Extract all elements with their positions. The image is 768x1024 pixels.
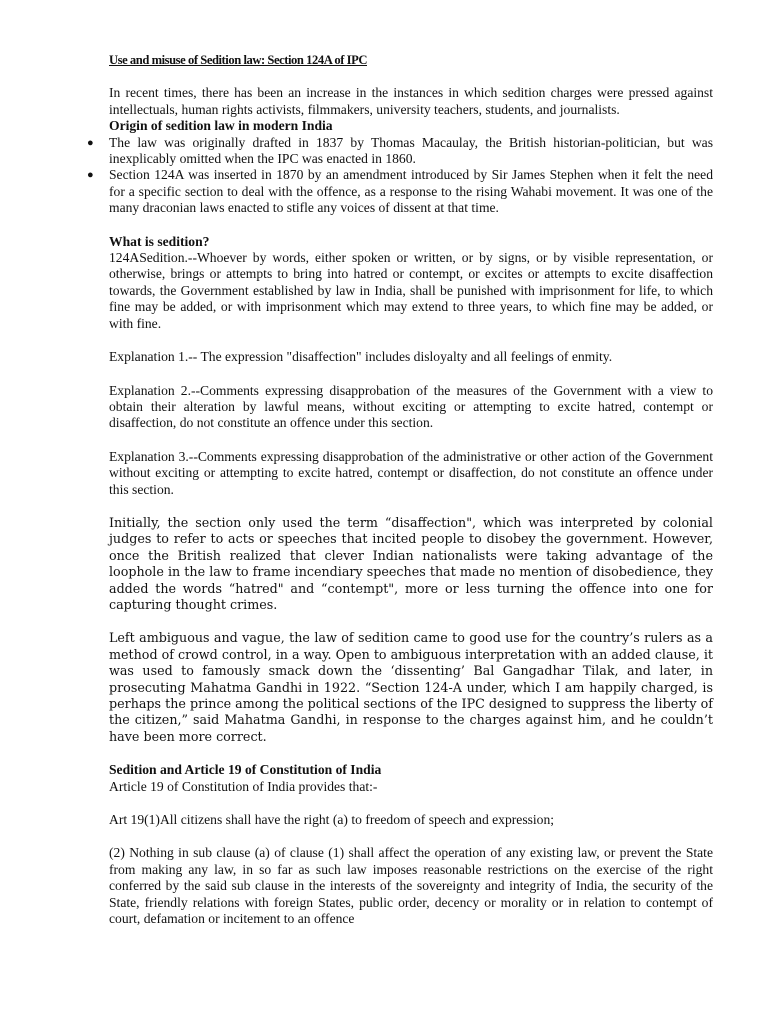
intro-paragraph: In recent times, there has been an increase in the instances in which sedition charges were pressed against intellectuals, human rights activists, filmmakers, university teachers, students, and journalists. bbox=[109, 85, 713, 117]
origin-heading: Origin of sedition law in modern India bbox=[109, 118, 333, 134]
origin-bullet-list bbox=[87, 134, 713, 217]
initially-paragraph: Initially, the section only used the term “disaffection", which was interpreted by colonial judges to refer to acts or speeches that incited people to disobey the government. However, once the British realized that clever Indian nationalists were taking advantage of the loophole in the law to frame incendiary speeches that made no mention of disobedience, they added the words “hatred" and “contempt", more or less turning the offence into one for capturing thought crimes. bbox=[109, 514, 713, 612]
bullet-text: The law was originally drafted in 1837 by Thomas Macaulay, the British historian-politician, but was inexplicably omitted when the IPC was enacted in 1860. bbox=[109, 134, 713, 167]
list-item bbox=[87, 134, 713, 168]
explanation-2: Explanation 2.--Comments expressing disapprobation of the measures of the Government with a view to obtain their alteration by lawful means, without exciting or attempting to excite hatred, contempt or disaffection, do not constitute an offence under this section. bbox=[109, 382, 713, 431]
left-ambiguous-paragraph: Left ambiguous and vague, the law of sedition came to good use for the country’s rulers as a method of crowd control, in a way. Open to ambiguous interpretation with an added clause, it was used to famously smack down the ‘dissenting’ Bal Gangadhar Tilak, and later, in prosecuting Mahatma Gandhi in 1922. “Section 124-A under, which I am happily charged, is perhaps the prince among the political sections of the IPC designed to suppress the liberty of the citizen,” said Mahatma Gandhi, in response to the charges against him, and he couldn’t have been more correct. bbox=[109, 630, 713, 744]
bullet-text: Section 124A was inserted in 1870 by an amendment introduced by Sir James Stephen when it felt the need for a specific section to deal with the offence, as a response to the rising Wahabi movement. It was one of the many draconian laws enacted to stifle any voices of dissent at that time. bbox=[109, 167, 713, 216]
document-page bbox=[87, 52, 713, 927]
definition-paragraph: 124ASedition.--Whoever by words, either spoken or written, or by signs, or by visible representation, or otherwise, brings or attempts to bring into hatred or contempt, or excites or attempts to excite disaffection towards, the Government established by law in India, shall be punished with imprisonment for life, to which fine may be added, or with imprisonment which may extend to three years, to which fine may be added, or with fine. bbox=[109, 250, 713, 331]
article-19-heading: Sedition and Article 19 of Constitution of India bbox=[109, 762, 382, 778]
document-title: Use and misuse of Sedition law: Section 124A of IPC bbox=[109, 53, 367, 67]
article-19-intro: Article 19 of Constitution of India provides that:- bbox=[109, 778, 378, 794]
article-19-clause-2: (2) Nothing in sub clause (a) of clause (1) shall affect the operation of any existing law, or prevent the State from making any law, in so far as such law imposes reasonable restrictions on the exercise of the right conferred by the said sub clause in the interests of the sovereignty and integrity of India, the security of the State, friendly relations with foreign States, public order, decency or morality or in relation to contempt of court, defamation or incitement to an offence bbox=[109, 845, 713, 927]
what-is-sedition-heading: What is sedition? bbox=[109, 233, 210, 249]
explanation-1: Explanation 1.-- The expression "disaffection" includes disloyalty and all feelings of enmity. bbox=[109, 349, 613, 365]
explanation-3: Explanation 3.--Comments expressing disapprobation of the administrative or other action of the Government without exciting or attempting to excite hatred, contempt or disaffection, do not constitute an offence under this section. bbox=[109, 448, 713, 497]
list-item bbox=[87, 167, 713, 216]
bullet-icon: ● bbox=[87, 169, 94, 182]
bullet-icon: ● bbox=[87, 136, 94, 149]
article-19-clause-1: Art 19(1)All citizens shall have the right (a) to freedom of speech and expression; bbox=[109, 812, 555, 828]
